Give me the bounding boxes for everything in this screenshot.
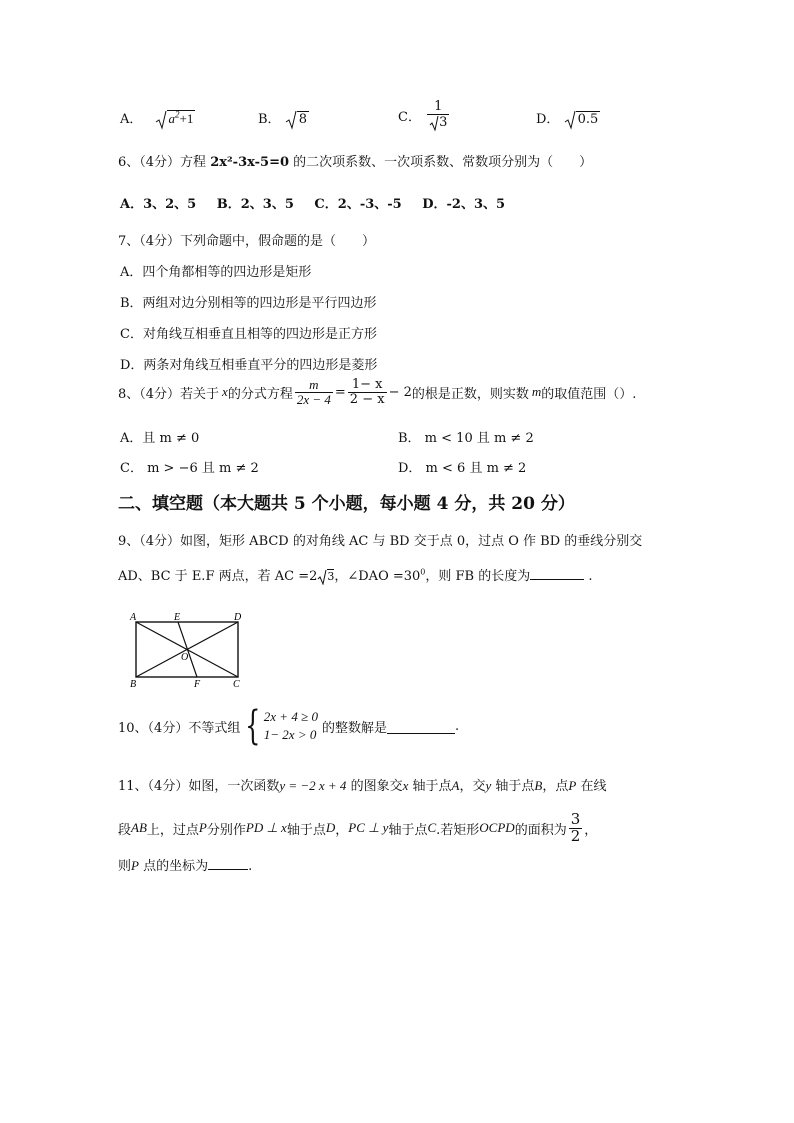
q9-line2-c: ，则 FB 的长度为 [425,569,531,584]
q5-b-radicand: 8 [298,112,307,127]
label-f: F [194,679,201,690]
q11-line-1 [118,775,606,794]
q6-options [120,193,505,212]
q5-option-d [536,108,600,130]
q11-line-3 [118,855,252,874]
q6-equation: 2x²-3x-5=0 [210,155,290,170]
q10-row-2: 1− 2x > 0 [263,727,317,742]
q8-var-x: x [222,384,228,400]
q8-tail1: 的根是正数，则实数 [411,386,529,402]
q6-option-c: C．2、-3、-5 [314,197,402,212]
q8-frac1-den: 2x − 4 [296,391,331,407]
q11-l2-b: 上，过点 [146,822,199,838]
q5-option-d-label: D． [536,112,560,127]
q11-text-d: ，交 [459,779,486,794]
q11-l3-b: 点的坐标为 [138,859,209,874]
q11-segment-ab: AB [131,820,147,836]
q8-prefix: 8、（4分）若关于 [118,386,220,402]
q11-text-e: 轴于点 [491,779,535,794]
q11-l3-a: 则 [118,859,132,874]
q8-minus-two: − 2 [388,384,412,400]
q10-answer-blank[interactable] [387,719,455,734]
q8-option-d: D． m < 6 且 m ≠ 2 [398,461,527,476]
q6-stem [118,151,592,170]
q11-area-den: 2 [570,826,581,845]
q11-l2-e: ， [335,822,349,838]
radical-sign-icon [285,110,297,130]
q11-l2-end: ， [584,822,598,838]
q8-equals: = [334,384,346,400]
q11-var-y: y [485,778,492,793]
q8-option-a: A．且 m ≠ 0 [120,431,200,446]
q7-option-b: B．两组对边分别相等的四边形是平行四边形 [120,296,377,311]
q10-end: . [454,718,460,734]
q8-stem [118,378,636,406]
q10-prefix: 10、（4分）不等式组 [118,720,241,736]
q11-line-2 [118,812,597,845]
q11-l2-a: 段 [118,822,132,838]
q9-radicand: 3 [327,570,335,583]
q8-frac1-num: m [309,377,319,392]
label-b: B [130,679,137,690]
q9-line-1: 9、（4分）如图，矩形 ABCD 的对角线 AC 与 BD 交于点 0，过点 O 作 BD 的垂线分别交 [118,534,643,549]
q11-point-c: C [427,820,437,836]
q5-a-exp: 2 [175,109,180,120]
q11-l2-point-p: P [198,820,207,836]
q11-l2-f: 轴于点 [388,822,428,838]
inequality-system [240,703,318,749]
q10-row-1: 2x + 4 ≥ 0 [263,709,318,725]
q11-text-a: 11、（4分）如图，一次函数 [118,779,280,794]
q8-tail2: 的取值范围（）. [541,386,637,402]
q9-degree: 0 [420,567,426,577]
label-o: O [181,652,189,663]
q9-line2-end: . [584,569,593,584]
q11-pc-perp: PC ⊥ y [348,820,389,836]
q11-l2-d: 轴于点 [286,822,326,838]
q8-fraction-1 [295,378,333,406]
q9-line2-a: AD、BC 于 E.F 两点，若 AC =2 [118,569,318,584]
q11-l2-c: 分别作 [206,822,246,838]
q9-rectangle-figure [126,610,250,690]
q8-frac2-num: 1− x [351,377,383,392]
radical-sign-icon [564,110,576,130]
q5-d-radicand: 0.5 [577,112,599,127]
q8-frac2-den: 2 − x [349,391,385,407]
q8-var-m: m [531,384,542,400]
q11-point-d: D [325,820,336,836]
q5-option-a [120,108,195,130]
q7-stem: 7、（4分）下列命题中，假命题的是（ ） [118,234,376,249]
q11-l2-g: .若矩形 [436,822,480,838]
q11-point-b: B [534,778,543,793]
q7-option-c: C．对角线互相垂直且相等的四边形是正方形 [120,327,377,342]
q11-rect-ocpd: OCPD [479,820,515,836]
q8-fraction-2 [348,378,387,406]
q5-option-c-label: C． [398,109,421,125]
q11-answer-blank[interactable] [208,857,248,870]
q11-l3-point-p: P [131,858,139,873]
q11-l3-end: . [248,859,253,874]
q5-option-b [258,108,309,130]
q11-l2-h: 的面积为 [514,822,567,838]
section-2-title: 二、填空题（本大题共 5 个小题，每小题 4 分，共 20 分） [118,494,575,514]
q11-var-x: x [402,778,409,793]
q5-option-b-label: B． [258,112,281,127]
label-d: D [234,612,242,623]
q11-area-num: 3 [570,810,581,828]
radical-sign-icon [155,110,167,130]
label-e: E [174,612,181,623]
q11-text-b: 的图象交 [346,779,403,794]
q11-text-c: 轴于点 [408,779,452,794]
q9-line-2 [118,565,593,585]
q8-option-c: C． m > −6 且 m ≠ 2 [120,461,259,476]
radical-sign-icon [317,569,327,585]
q11-function: y = −2 x + 4 [279,778,347,793]
q11-pd-perp: PD ⊥ x [245,820,287,836]
q11-area-fraction [569,812,583,845]
label-a: A [130,612,137,623]
left-brace-icon: { [245,703,261,749]
q5-option-a-label: A． [120,112,143,127]
q5-c-den: 3 [439,115,448,131]
q10-suffix: 的整数解是 [321,720,387,736]
q10-stem [118,703,460,749]
q11-text-g: 在线 [576,779,607,794]
q11-point-a: A [451,778,460,793]
q9-line2-b: ，∠DAO =30 [334,569,421,584]
q5-c-num: 1 [434,99,443,114]
q7-option-d: D．两条对角线互相垂直平分的四边形是菱形 [120,358,378,373]
q5-a-base: a [168,111,176,126]
q6-option-a: A．3、2、5 [120,197,197,212]
sqrt-expression [155,109,196,127]
q6-prefix: 6、（4分）方程 [118,155,211,170]
q5-a-rest: +1 [179,111,194,126]
label-c: C [233,679,240,690]
radical-sign-icon [429,115,439,131]
q5-option-c [398,100,451,131]
q11-point-p: P [568,778,577,793]
q5-c-fraction [427,100,449,131]
q6-option-b: B．2、3、5 [216,197,294,212]
q6-suffix: 的二次项系数、一次项系数、常数项分别为（ ） [289,155,593,170]
q11-text-f: ，点 [542,779,569,794]
segment-ef [178,622,197,677]
q8-option-b: B． m < 10 且 m ≠ 2 [398,431,534,446]
q8-mid: 的分式方程 [227,386,293,402]
q7-option-a: A．四个角都相等的四边形是矩形 [120,265,312,280]
q6-option-d: D．-2、3、5 [422,197,506,212]
q9-answer-blank[interactable] [530,579,584,580]
